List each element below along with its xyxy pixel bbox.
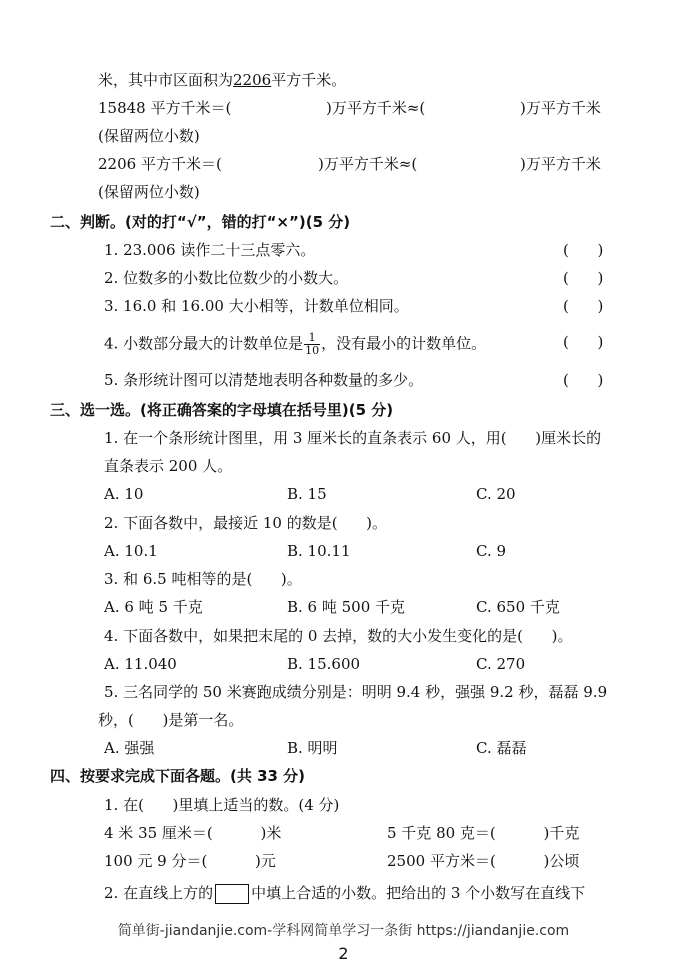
judge-question-1: 1. 23.006 读作二十三点零六。 bbox=[104, 241, 316, 259]
footer-watermark: 简单街-jiandanjie.com-学科网简单学习一条街 https://jiandanjie.com bbox=[117, 923, 570, 939]
choice-question-2: 2. 下面各数中，最接近 10 的数是( )。 bbox=[104, 514, 388, 532]
judge-answer-5[interactable]: ( ) bbox=[563, 371, 604, 389]
fill-item-1: 4 米 35 厘米＝( )米 bbox=[104, 824, 282, 842]
conversion-2-part-b: )万平方千米≈( bbox=[318, 155, 418, 173]
choice-1-option-c: C. 20 bbox=[476, 485, 516, 503]
choice-question-1-line-1: 1. 在一个条形统计图里，用 3 厘米长的直条表示 60 人，用( )厘米长的 bbox=[104, 429, 602, 447]
page-number: 2 bbox=[338, 944, 349, 963]
conversion-2-part-c: )万平方千米 bbox=[520, 155, 601, 173]
judge-question-5: 5. 条形统计图可以清楚地表明各种数量的多少。 bbox=[104, 371, 424, 389]
section-4-heading: 四、按要求完成下面各题。(共 33 分) bbox=[50, 767, 306, 785]
conversion-1-part-b: )万平方千米≈( bbox=[326, 99, 426, 117]
choice-1-option-a: A. 10 bbox=[104, 485, 144, 503]
choice-2-option-b: B. 10.11 bbox=[287, 542, 351, 560]
judge-answer-1[interactable]: ( ) bbox=[563, 241, 604, 259]
judge-answer-2[interactable]: ( ) bbox=[563, 269, 604, 287]
choice-4-option-c: C. 270 bbox=[476, 655, 526, 673]
choice-5-option-c: C. 磊磊 bbox=[476, 739, 527, 757]
fill-question-1: 1. 在( )里填上适当的数。(4 分) bbox=[104, 796, 340, 814]
fill-question-2: 2. 在直线上方的 中填上合适的小数。把给出的 3 个小数写在直线下 bbox=[104, 884, 586, 902]
conversion-2-note: (保留两位小数) bbox=[98, 183, 200, 201]
choice-5-option-a: A. 强强 bbox=[104, 739, 155, 757]
choice-question-4: 4. 下面各数中，如果把末尾的 0 去掉，数的大小发生变化的是( )。 bbox=[104, 627, 573, 645]
choice-3-option-a: A. 6 吨 5 千克 bbox=[104, 598, 203, 616]
judge-answer-4[interactable]: ( ) bbox=[563, 333, 604, 351]
judge-question-2: 2. 位数多的小数比位数少的小数大。 bbox=[104, 269, 349, 287]
conversion-1-part-a: 15848 平方千米＝( bbox=[98, 99, 232, 117]
choice-4-option-b: B. 15.600 bbox=[287, 655, 361, 673]
conversion-1-part-c: )万平方千米 bbox=[520, 99, 601, 117]
choice-3-option-b: B. 6 吨 500 千克 bbox=[287, 598, 406, 616]
choice-question-3: 3. 和 6.5 吨相等的是( )。 bbox=[104, 570, 302, 588]
fill-item-2: 5 千克 80 克＝( )千克 bbox=[387, 824, 580, 842]
section-2-heading: 二、判断。(对的打“√”，错的打“×”)(5 分) bbox=[50, 213, 351, 231]
choice-question-1-line-2: 直条表示 200 人。 bbox=[104, 457, 233, 475]
choice-5-option-b: B. 明明 bbox=[287, 739, 338, 757]
judge-question-3: 3. 16.0 和 16.00 大小相等，计数单位相同。 bbox=[104, 297, 409, 315]
choice-2-option-c: C. 9 bbox=[476, 542, 507, 560]
fill-item-4: 2500 平方米＝( )公顷 bbox=[387, 852, 580, 870]
choice-4-option-a: A. 11.040 bbox=[104, 655, 177, 673]
choice-question-5-line-1: 5. 三名同学的 50 米赛跑成绩分别是：明明 9.4 秒，强强 9.2 秒，磊磊 9.9 bbox=[104, 683, 608, 701]
conversion-1-note: (保留两位小数) bbox=[98, 127, 200, 145]
fraction-one-tenth: $\frac{1}{10}$ bbox=[305, 331, 320, 357]
section-3-heading: 三、选一选。(将正确答案的字母填在括号里)(5 分) bbox=[50, 401, 394, 419]
choice-3-option-c: C. 650 千克 bbox=[476, 598, 560, 616]
choice-1-option-b: B. 15 bbox=[287, 485, 327, 503]
judge-question-4: 4. 小数部分最大的计数单位是 $\frac{1}{10}$ ，没有最小的计数单位。 bbox=[104, 331, 487, 357]
answer-box[interactable] bbox=[215, 884, 249, 904]
fill-item-3: 100 元 9 分＝( )元 bbox=[104, 852, 276, 870]
choice-2-option-a: A. 10.1 bbox=[104, 542, 158, 560]
intro-line: 米，其中市区面积为2206平方千米。 bbox=[98, 71, 347, 89]
conversion-2-part-a: 2206 平方千米＝( bbox=[98, 155, 222, 173]
judge-answer-3[interactable]: ( ) bbox=[563, 297, 604, 315]
choice-question-5-line-2: 秒，( )是第一名。 bbox=[98, 711, 244, 729]
